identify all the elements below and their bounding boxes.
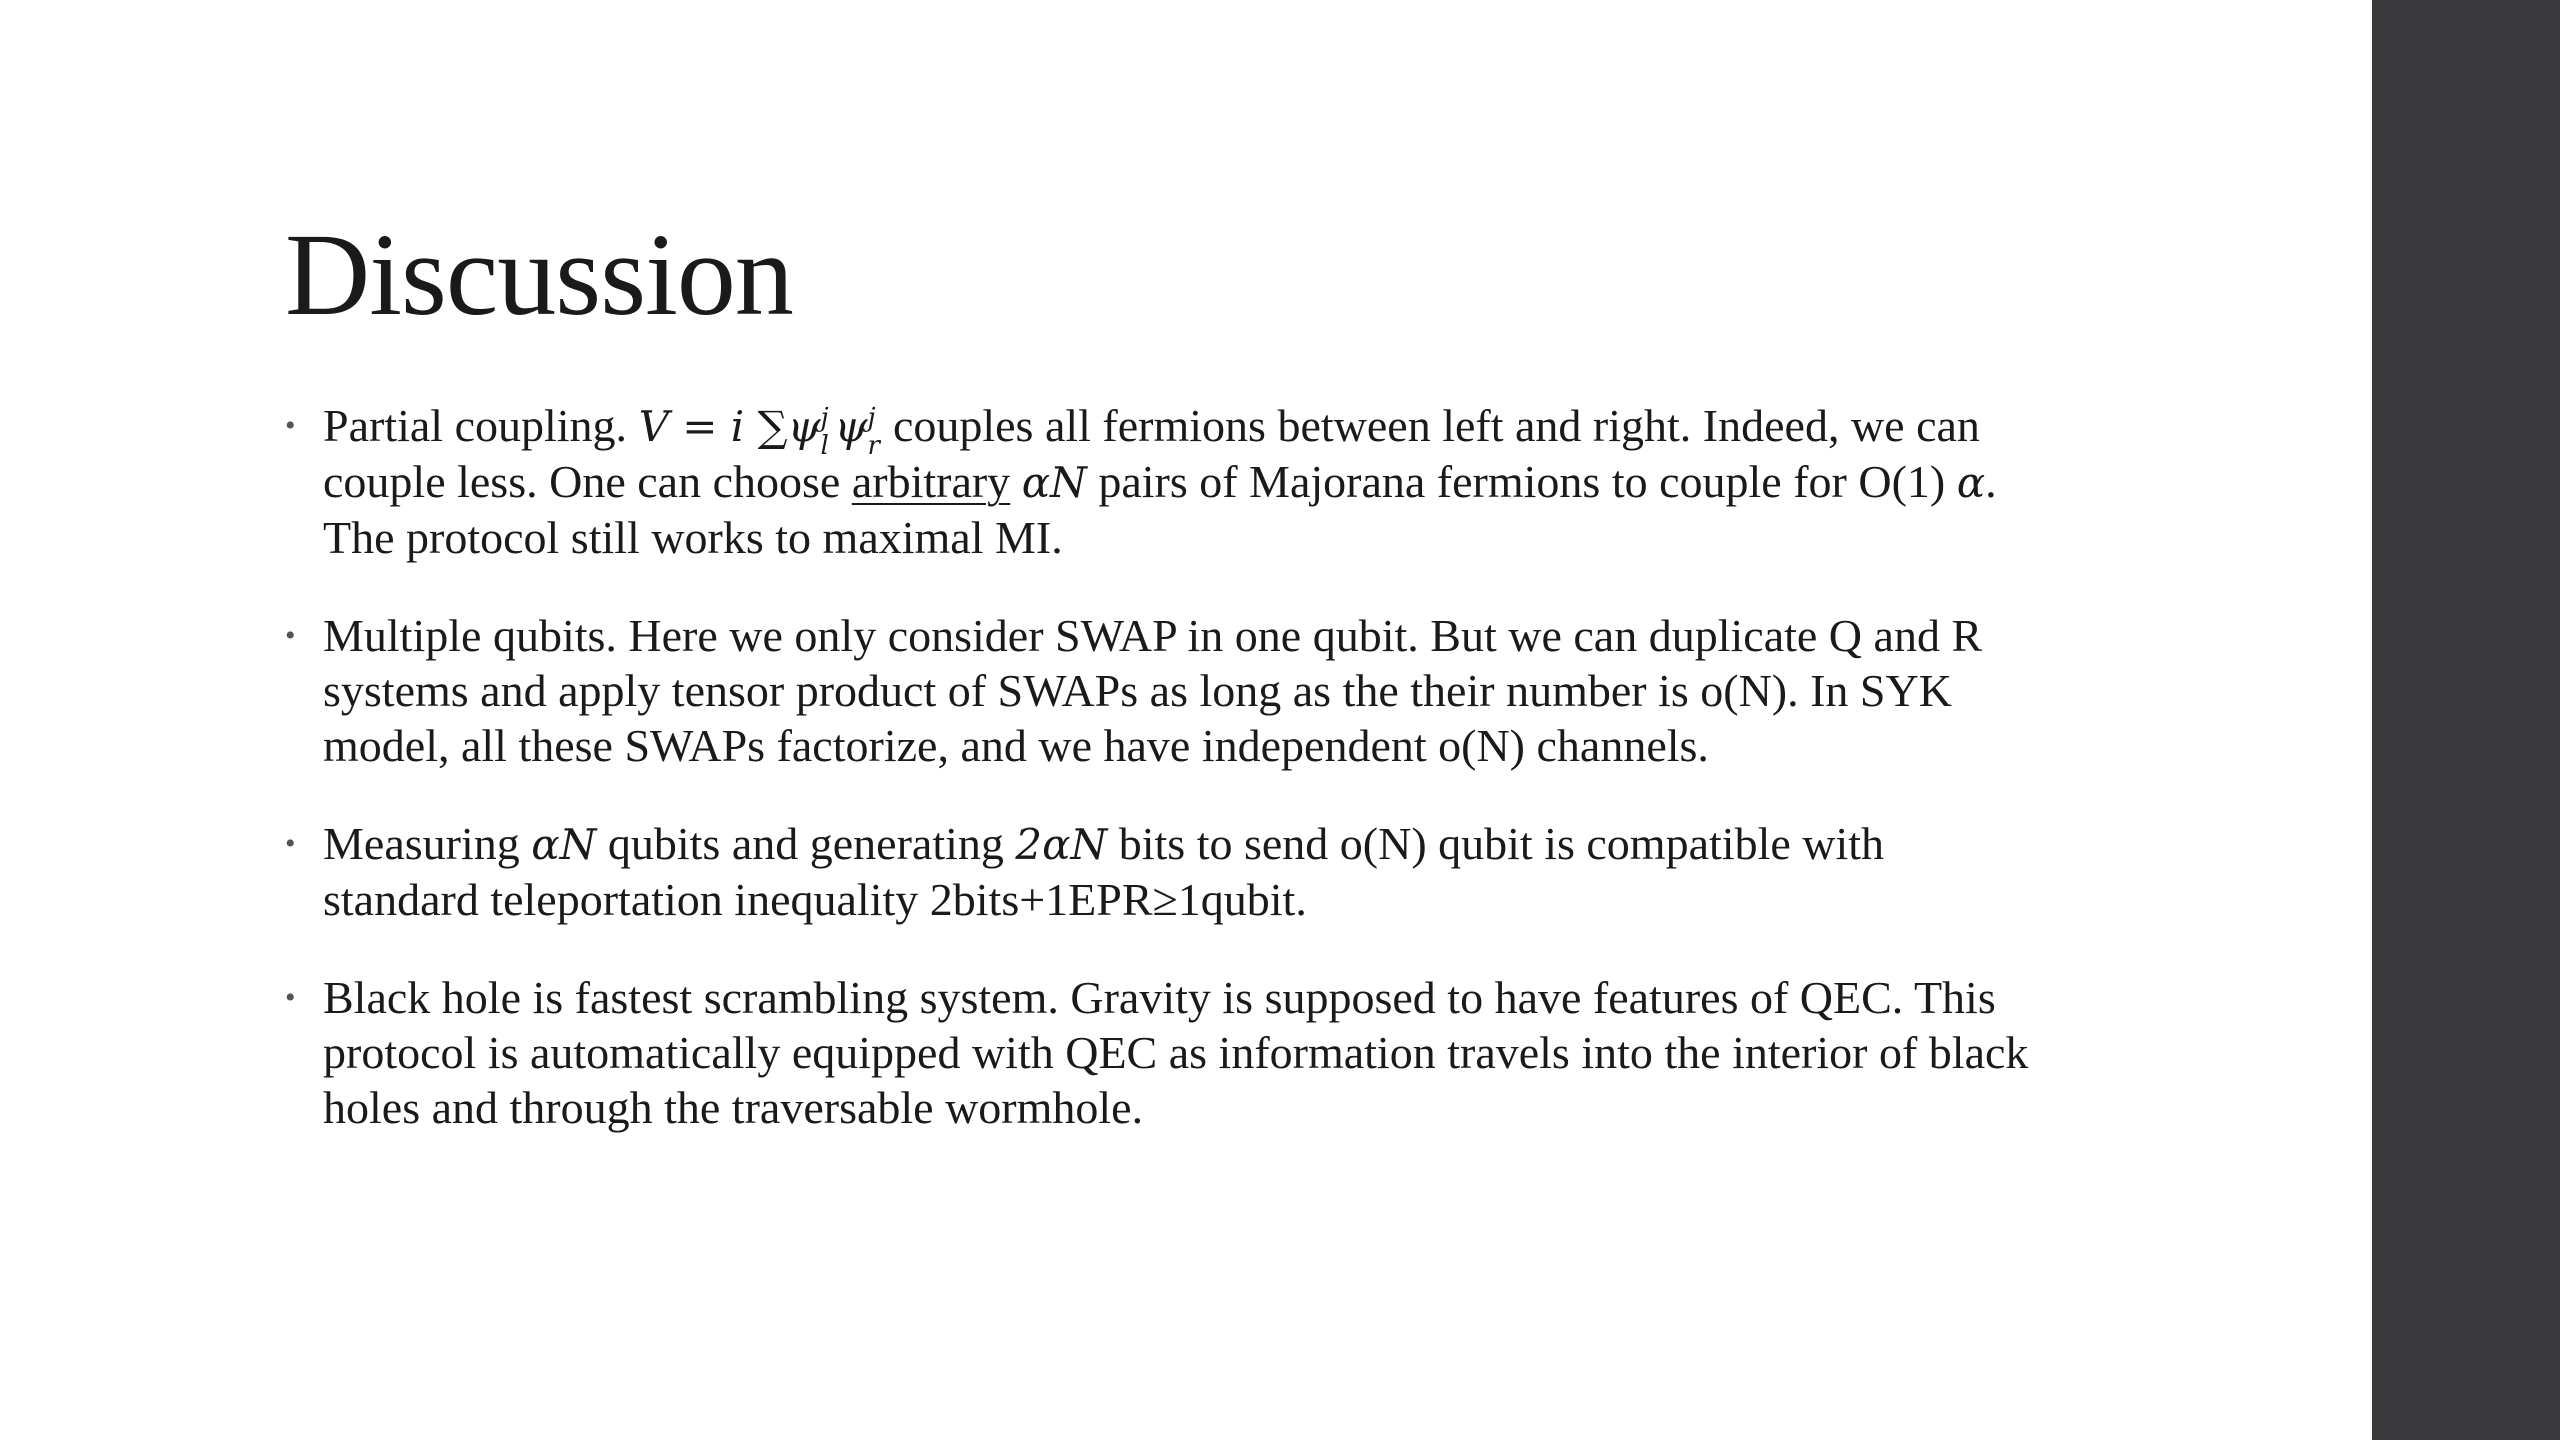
slide-title: Discussion [285,209,793,340]
bullet-marker: • [285,619,296,652]
bullet-multiple-qubits [285,608,2045,773]
bullet-text: Black hole is fastest scrambling system. Gravity is supposed to have features of QEC. This protocol is automatically equipped with QEC as information travels into the interior of black holes and through the traversable wormhole. [323,972,2029,1133]
bullet-text: Multiple qubits. Here we only consider SWAP in one qubit. But we can duplicate Q and R systems and apply tensor product of SWAPs as long as the their number is o(N). In SYK model, all these SWAPs factorize, and we have independent o(N) channels. [323,610,1983,771]
bullet-partial-coupling [285,398,2045,565]
bullet-list [285,398,2045,1178]
bullet-black-hole [285,970,2045,1135]
bullet-marker: • [285,409,296,442]
side-accent-bar [2372,0,2560,1440]
bullet-text: Partial coupling. V = i ∑ψ j l ψ j r couples all fermions between left and right. Indeed, we can couple less. One can choose arbitrary αN pairs of Majorana fermions to couple for O(1) α. The protocol still works to maximal MI. [323,400,1997,563]
bullet-marker: • [285,827,296,860]
bullet-marker: • [285,981,296,1014]
bullet-measuring [285,816,2045,927]
bullet-text: Measuring αN qubits and generating 2αN bits to send o(N) qubit is compatible with standard teleportation inequality 2bits+1EPR≥1qubit. [323,818,1885,925]
coupling-formula: V = i ∑ψ j l ψ j r [638,402,880,461]
arbitrary-underlined: arbitrary [851,456,1011,507]
